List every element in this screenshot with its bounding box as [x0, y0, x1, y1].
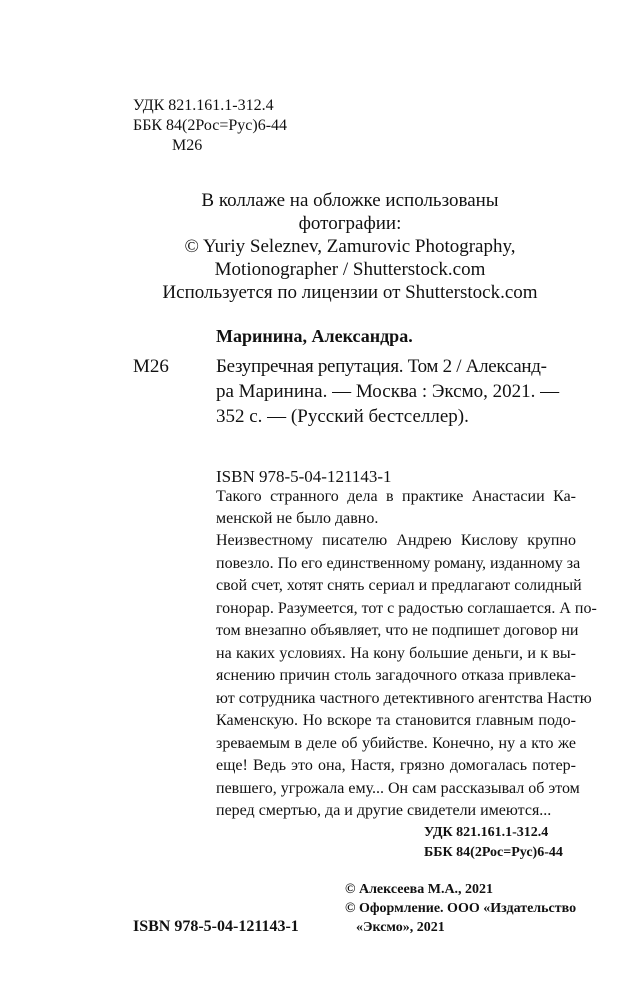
- annotation-line: гонорар. Разумеется, тот с радостью соглашается. А по-: [216, 600, 597, 617]
- annotation-line: на каких условиях. На кону большие деньги, и к вы-: [216, 645, 576, 662]
- annotation-line: свой счет, хотят снять сериал и предлагают солидный: [216, 577, 582, 594]
- credits-line-5: Используется по лицензии от Shutterstock.com: [162, 282, 538, 303]
- bbk-code-bottom: ББК 84(2Рос=Рус)6-44: [424, 845, 563, 860]
- annotation-line: ют сотрудника частного детективного агентства Настю: [216, 690, 592, 707]
- bib-line-3: 352 с. — (Русский бестселлер).: [216, 406, 469, 427]
- author-mark-top: М26: [172, 137, 203, 154]
- isbn-bottom: ISBN 978-5-04-121143-1: [133, 918, 299, 935]
- bbk-code-top: ББК 84(2Рос=Рус)6-44: [133, 117, 288, 134]
- copyright-publisher: «Эксмо», 2021: [356, 920, 445, 935]
- annotation-line: певшего, угрожала ему... Он сам рассказывал об этом: [216, 780, 580, 797]
- bib-line-2: ра Маринина. — Москва : Эксмо, 2021. —: [216, 381, 560, 402]
- credits-line-1: В коллаже на обложке использованы: [201, 190, 499, 211]
- annotation-line: менской не было давно.: [216, 510, 379, 527]
- credits-line-2: фотографии:: [298, 213, 402, 234]
- author-heading: Маринина, Александра.: [216, 326, 413, 346]
- bib-line-1: Безупречная репутация. Том 2 / Александ-: [216, 356, 547, 377]
- annotation-line: зреваемым в деле об убийстве. Конечно, ну а кто же: [216, 735, 576, 752]
- udk-code-top: УДК 821.161.1-312.4: [133, 97, 274, 114]
- annotation-line: еще! Ведь это она, Настя, грязно домогалась потер-: [216, 757, 576, 774]
- annotation-line: том внезапно объявляет, что не подпишет договор ни: [216, 622, 579, 639]
- credits-line-4: Motionographer / Shutterstock.com: [214, 259, 486, 280]
- copyright-design: © Оформление. ООО «Издательство: [345, 901, 577, 916]
- annotation-line: Каменскую. Но вскоре та становится главным подо-: [216, 712, 576, 729]
- annotation-line: Такого странного дела в практике Анастасии Ка-: [216, 488, 576, 505]
- credits-line-3: © Yuriy Seleznev, Zamurovic Photography,: [184, 236, 516, 257]
- author-mark: М26: [133, 356, 169, 377]
- annotation-line: повезло. По его единственному роману, изданному за: [216, 555, 581, 572]
- udk-code-bottom: УДК 821.161.1-312.4: [424, 825, 549, 840]
- annotation-line: яснению причин столь загадочного отказа привлека-: [216, 667, 576, 684]
- annotation-line: Неизвестному писателю Андрею Кислову крупно: [216, 532, 576, 549]
- copyright-author: © Алексеева М.А., 2021: [345, 882, 494, 897]
- isbn: ISBN 978-5-04-121143-1: [216, 467, 392, 486]
- annotation-line: перед смертью, да и другие свидетели имеются...: [216, 802, 552, 819]
